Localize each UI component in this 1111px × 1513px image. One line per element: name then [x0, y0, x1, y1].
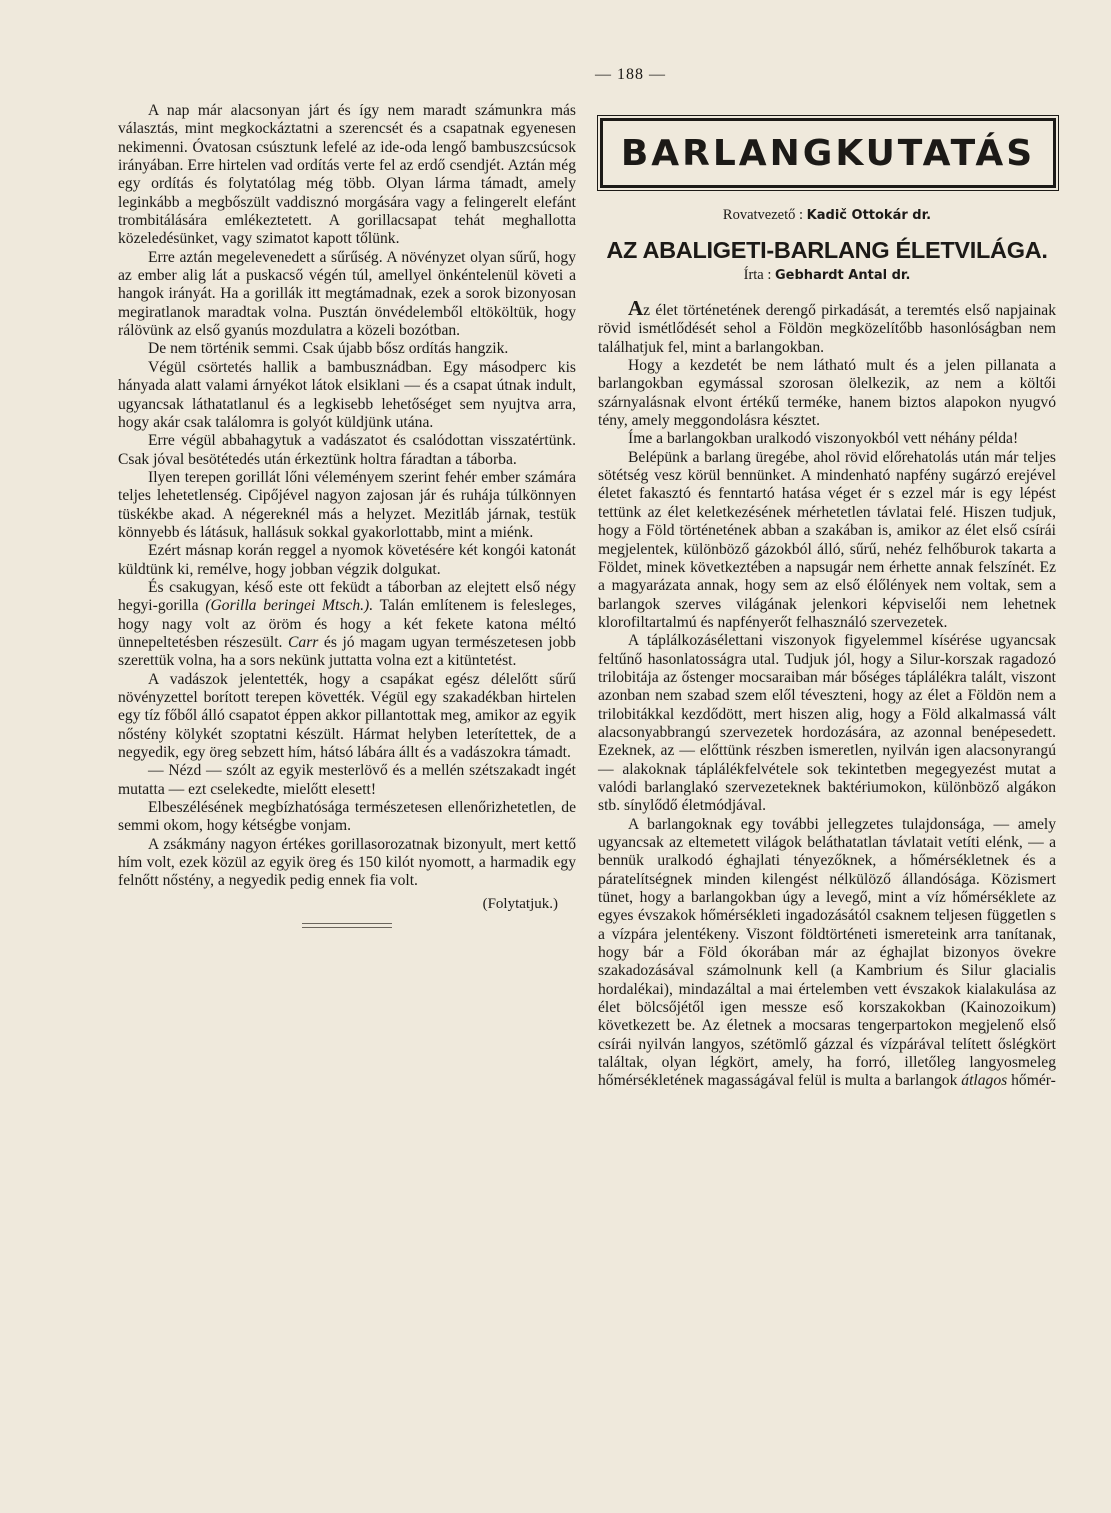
paragraph: [118, 579, 576, 671]
paragraph: Elbeszélésének megbízhatósága természetesen ellenőrizhetetlen, de semmi okom, hogy kétségbe vonjam.: [118, 799, 576, 835]
section-header-box: [600, 118, 1056, 188]
paragraph: Ilyen terepen gorillát lőni véleményem szerint fehér ember számára teljes lehetetlenség. Cipőjével nagyon zajosan jár és ruhája túlkönnyen tüskékbe akad. A négereknél más a helyzet. Mezitláb járnak, testük könnyebb és látásuk, hallásuk sokkal gyakorlottabb, mint a miénk.: [118, 468, 576, 541]
drop-cap: A: [628, 296, 644, 321]
author-prefix: Írta :: [743, 266, 772, 283]
page-number: — 188 —: [595, 66, 666, 83]
paragraph: Belépünk a barlang üregébe, ahol rövid előrehatolás után már teljes sötétség vesz körül bennünket. A mindenható napfény sugárzó erejével életet fakasztó és fenntartó hatása véget ér s ezzel már is egy lépést tettünk az élet keletkezésének mérhetetlen távlatai felé. Hiszen tudjuk, hogy a Föld történetének abban a szakában is, amikor az élet első csírái megjelentek, különböző gázokból álló, sűrű, nehéz felhőburok takarta a Földet, minek következtében a napsugár nem érhette annak felszínét. Ez a magyarázata annak, hogy sem az első élőlények nem voltak, sem a barlangok szerves világának jelenkori képviselői nem lehetnek klorofiltartalmú és napfényerőt felhasználó szervezetek.: [598, 448, 1056, 631]
species-name: (Gorilla beringei Mtsch.).: [205, 597, 374, 615]
paragraph-text: Talán említenem is felesleges, hogy nagy volt az öröm és hogy a két fekete katona méltó ünnepeltetésben részesült.: [118, 597, 576, 651]
end-ornament: [302, 923, 392, 928]
paragraph: A táplálkozásélettani viszonyok figyelemmel kísérése ugyancsak feltűnő hasonlatosságra utal. Tudjuk jól, hogy a Silur-korszak ragadozó trilobitája az őstenger mocsaraiban már bőséges táplálékra talált, viszont azonban nem szabad szem elől téveszteni, hogy az élet a Földön nem a trilobitákkal kezdődött, mert hiszen alig, hogy a Föld alkalmassá vált alacsonyabbrangú szervezetek hordozására, az azonnal benépesedett. Ezeknek, az — előttünk részben ismeretlen, nyilván igen alacsonyrangú — alakoknak táplálékfelvétele sok tekintetben megegyezést mutat a valódi barlanglakó szervezeteknek baktériumokon, különböző algákon stb. sínylődő életmódjával.: [598, 632, 1056, 815]
paragraph: A nap már alacsonyan járt és így nem maradt számunkra más választás, mint megkockáztatni a szerencsét és a csapatnak egyenesen nekimenni. Óvatosan csúsztunk lefelé az ide-oda lengő bambuszcsúcsok irányában. Erre hirtelen vad ordítás verte fel az erdő csendjét. Aztán még egy ordítás és folytatólag még több. Olyan lárma támadt, amely leginkább a megbőszült vaddisznó morgására vagy a felingerelt elefánt trombitálására emlékeztetett. A gorillacsapat tehát meghallotta közeledésünket, vagy szimatot kapott tőlünk.: [118, 102, 576, 248]
article-title: AZ ABALIGETI-BARLANG ÉLETVILÁGA.: [606, 237, 1048, 264]
paragraph-text: hőmér-: [1007, 1072, 1056, 1090]
editor-line: [598, 206, 1056, 225]
editor-prefix: Rovatvezető :: [722, 207, 804, 223]
paragraph-text: és jó magam ugyan természetesen jobb szerettük volna, ha a sors nekünk juttatta volna ezt a kitüntetést.: [118, 633, 576, 670]
paragraph: — Nézd — szólt az egyik mesterlövő és a mellén szétszakadt ingét mutatta — ezt cselekedte, mielőtt elesett!: [118, 762, 576, 798]
paragraph: A vadászok jelentették, hogy a csapákat egész délelőtt sűrű növényzettel borított terepen követték. Végül egy szakadékban hirtelen egy tíz főből álló csapatot éppen akkor pillantottak meg, amikor az egyik nőstény kölykét szoptatni készült. Hármat helyben leterítettek, de a negyedik, egy öreg sebzett hím, hátsó lábára állt és a vadászokra támadt.: [118, 670, 576, 762]
paragraph: Erre végül abbahagytuk a vadászatot és csalódottan visszatértünk. Csak jóval besötétedés után érkeztünk holtra fáradtan a táborba.: [118, 432, 576, 468]
paragraph: Erre aztán megelevenedett a sűrűség. A növényzet olyan sűrű, hogy az ember alig lát a puskacső végén túl, amellyel önkéntelenül követi a hangok irányát. Ha a gorillák itt megtámadnak, ezek a sorok bizonyosan megiratlanok maradtak volna. Pusztán önvédelemből eltököltük, hogy rálövünk az első gyanús mozdulatra a közeli bozótban.: [118, 248, 576, 340]
section-title: BARLANGKUTATÁS: [620, 132, 1036, 174]
paragraph: [598, 816, 1056, 1091]
paragraph: Íme a barlangokban uralkodó viszonyokból vett néhány példa!: [628, 430, 1019, 448]
paragraph-text: És csakugyan, késő este ott feküdt a táborban az elejtett első négy hegyi-gorilla: [118, 578, 576, 615]
paragraph: Végül csörtetés hallik a bambusznádban. Egy másodperc kis hányada alatt valami árnyékot látok elsiklani — és a csapat útnak indult, ugyancsak láthatatlanul és a legkisebb lehetőséget sem nyujtva arra, hogy akár csak találomra is golyót küldjünk utána.: [118, 358, 576, 431]
person-name: Carr: [288, 633, 319, 651]
paragraph: [598, 296, 1056, 357]
paragraph: De nem történik semmi. Csak újabb bősz ordítás hangzik.: [148, 340, 509, 358]
continued-note: (Folytatjuk.): [482, 895, 558, 912]
paragraph-text: z élet történetének derengő pirkadását, a teremtés első napjainak rövid ismétlődését sehol a Földön megközelítőbb hasonlóságban nem találhatjuk fel, mint a barlangokban.: [598, 302, 1056, 356]
paragraph: A zsákmány nagyon értékes gorillasorozatnak bizonyult, mert kettő hím volt, ezek közül az egyik öreg és 150 kilót nyomott, a harmadik egy felnőtt nőstény, a negyedik pedig ennek fia volt.: [118, 835, 576, 890]
left-column: [118, 102, 576, 928]
right-column: [598, 118, 1056, 1091]
paragraph: Ezért másnap korán reggel a nyomok követésére két kongói katonát küldtünk ki, remélve, hogy jobban végzik dolgukat.: [118, 542, 576, 578]
editor-name: Kadič Ottokár dr.: [806, 208, 932, 223]
author-line: [598, 266, 1056, 285]
paragraph: Hogy a kezdetét be nem látható mult és a jelen pillanata a barlangokban egymással szorosan ölelkezik, az nem a költői szárnyalásnak elvont értékű terméke, hanem biztos alapokon nyugvó tény, amely meggondolásra késztet.: [598, 357, 1056, 430]
author-name: Gebhardt Antal dr.: [775, 267, 911, 283]
paragraph-text: A barlangoknak egy további jellegzetes tulajdonsága, — amely ugyancsak az eltemetett világok beláthatatlan távlatait vetíti elénk, — a bennük uralkodó éghajlati tényezőknek, a hőmérsékletnek és a páratelítségnek minden kilengést nélkülöző állandósága. Közismert tünet, hogy a barlangokban úgy a levegő, mint a víz hőmérséklete az egyes évszakok hőmérsékleti ingadozásától csaknem teljesen független s a vízpára jelentékeny. Viszont földtörténeti ismereteink arra tanítanak, hogy bár a Föld ókorában már az éghajlat bizonyos övekre szakadozásával számolnunk kell (a Kambrium és Silur glacialis hordalékai), mindazáltal a mai értelemben vett évszakok kialakulása az élet bölcsőjétől igen messze eső korszakokban (Kainozoikum) következett be. Az életnek a mocsaras tengerpartokon megjelenő első csírái nyilván langyos, szétömlő gázzal és vízpárával telített őslégkört találtak, olyan légkört, amely, ha forró, illetőleg langyosmeleg hőmérsékletének magasságával felül is multa a barlangok: [598, 815, 1056, 1090]
emphasis: átlagos: [961, 1072, 1008, 1090]
